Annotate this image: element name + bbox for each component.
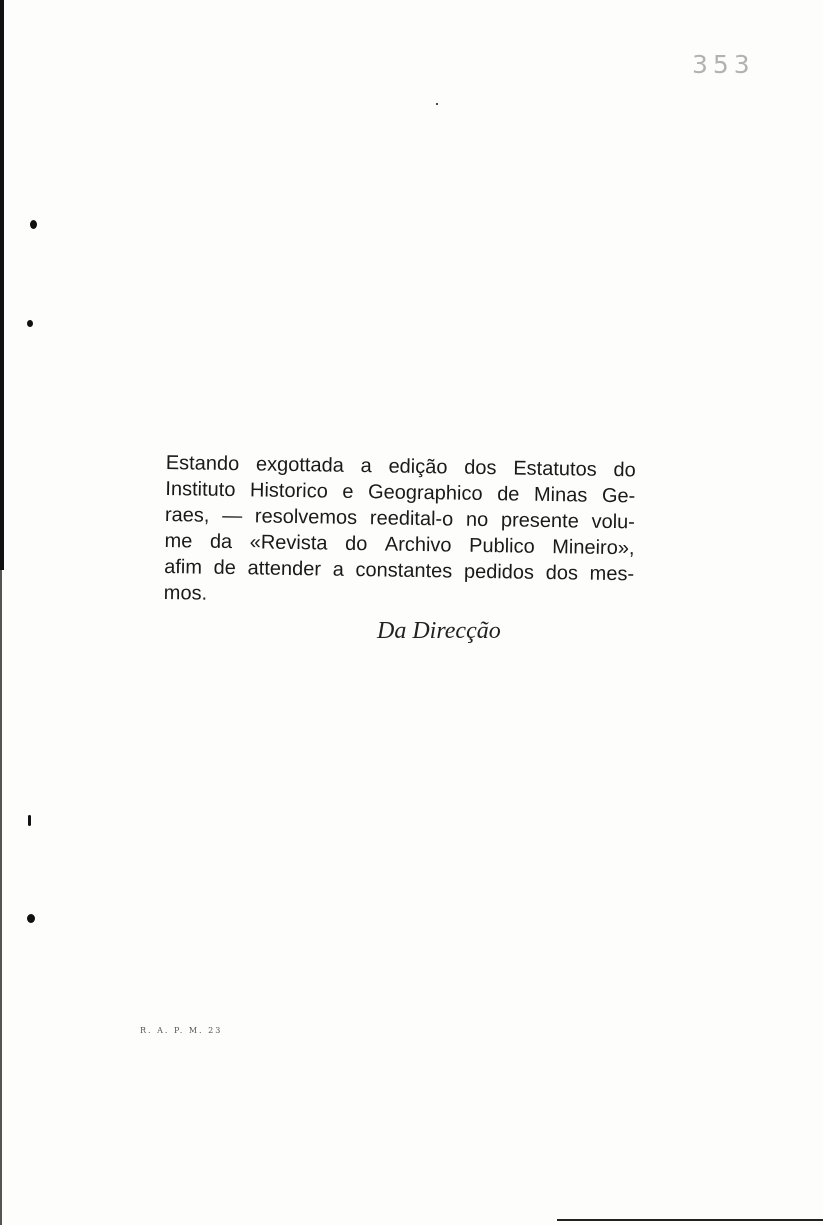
- bottom-rule: [557, 1219, 823, 1221]
- notice-line: me da «Revista do Archivo Publico Mineiro»,: [164, 529, 635, 560]
- ink-speck: [28, 815, 31, 826]
- signature: Da Direcção: [377, 618, 501, 644]
- notice-paragraph: [164, 450, 636, 613]
- ink-speck: [436, 103, 438, 105]
- notice-line: mos.: [163, 581, 208, 605]
- ink-speck: [27, 320, 33, 327]
- notice-line: Estando exgottada a edição dos Estatutos do: [165, 451, 636, 482]
- footer-code: R. A. P. M. 23: [140, 1026, 223, 1035]
- notice-line: afim de attender a constantes pedidos dos mes-: [163, 555, 635, 586]
- notice-line: Instituto Historico e Geographico de Minas Ge-: [165, 477, 636, 508]
- notice-line: raes, — resolvemos reedital-o no presente volu-: [164, 503, 636, 534]
- binding-edge: [0, 0, 4, 570]
- page-number: 353: [692, 50, 755, 79]
- ink-speck: [27, 914, 35, 923]
- ink-speck: [30, 220, 37, 229]
